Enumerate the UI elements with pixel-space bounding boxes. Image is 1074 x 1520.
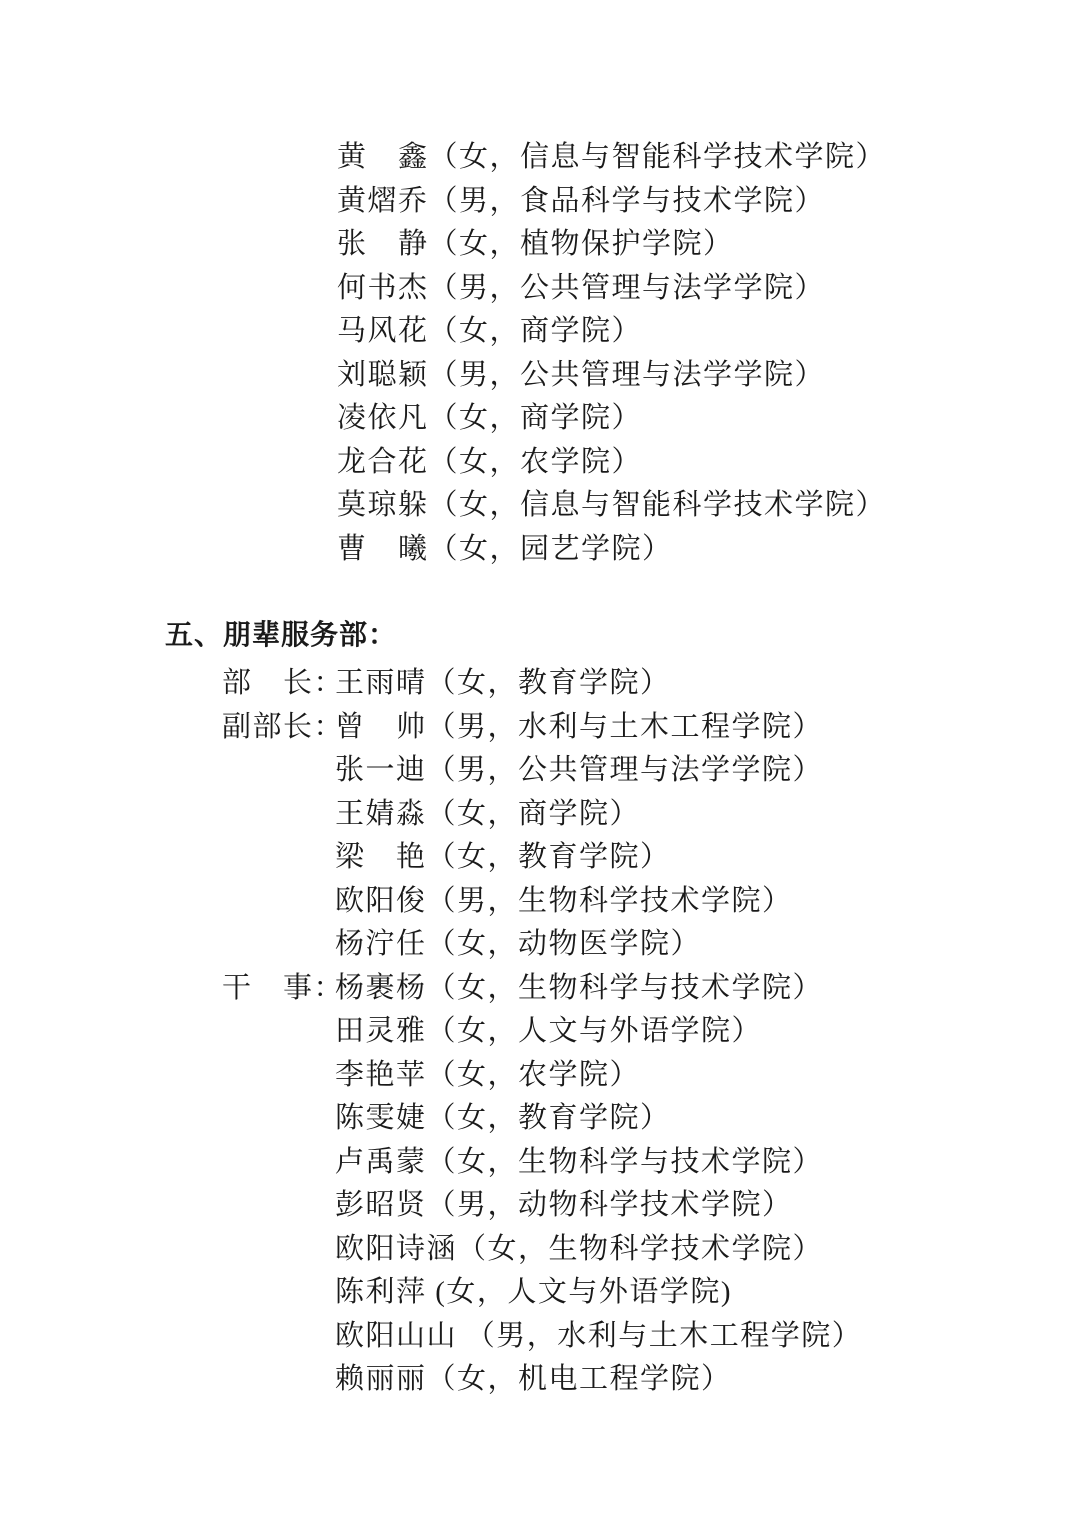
roster-line — [0, 659, 1074, 703]
member-entry: 欧阳诗涵（女，生物科学技术学院） — [335, 1232, 824, 1265]
member-entry: 黄 鑫（女，信息与智能科学技术学院） — [337, 141, 887, 174]
role-label: 副部长： — [222, 710, 345, 743]
roster-line — [0, 1312, 1074, 1356]
roster-line — [0, 746, 1074, 790]
member-entry: 张 静（女，植物保护学院） — [337, 228, 734, 261]
roster-line — [0, 1181, 1074, 1225]
previous-section-member-list — [0, 133, 1074, 568]
member-entry: 龙合花（女，农学院） — [337, 445, 643, 478]
roster-line — [0, 703, 1074, 747]
member-entry: 陈利萍 (女，人文与外语学院) — [335, 1276, 733, 1309]
roster-line — [0, 877, 1074, 921]
member-entry: 刘聪颖（男，公共管理与法学学院） — [337, 358, 826, 391]
member-entry: 张一迪（男，公共管理与法学学院） — [335, 754, 824, 787]
member-entry: 梁 艳（女，教育学院） — [335, 841, 671, 874]
member-entry: 马风花（女，商学院） — [337, 315, 643, 348]
member-entry: 卢禹蒙（女，生物科学与技术学院） — [335, 1145, 824, 1178]
member-entry: 赖丽丽（女，机电工程学院） — [335, 1363, 732, 1396]
roster-line — [0, 220, 1074, 264]
member-entry: 杨裹杨（女，生物科学与技术学院） — [335, 971, 824, 1004]
roster-line — [0, 264, 1074, 308]
roster-line — [0, 790, 1074, 834]
member-entry: 王雨晴（女，教育学院） — [335, 667, 671, 700]
roster-line — [0, 1225, 1074, 1269]
member-entry: 何书杰（男，公共管理与法学学院） — [337, 271, 826, 304]
member-entry: 莫琼躲（女，信息与智能科学技术学院） — [337, 489, 887, 522]
roster-line — [0, 525, 1074, 569]
role-label: 干 事： — [222, 971, 345, 1004]
roster-line — [0, 394, 1074, 438]
roster-line — [0, 438, 1074, 482]
section-five-roster — [0, 659, 1074, 1399]
roster-line — [0, 177, 1074, 221]
roster-line — [0, 307, 1074, 351]
roster-line — [0, 1007, 1074, 1051]
member-entry: 欧阳俊（男，生物科学技术学院） — [335, 884, 793, 917]
member-entry: 王婧淼（女，商学院） — [335, 797, 641, 830]
roster-line — [0, 1355, 1074, 1399]
member-entry: 彭昭贤（男，动物科学技术学院） — [335, 1189, 793, 1222]
roster-line — [0, 1094, 1074, 1138]
roster-line — [0, 1138, 1074, 1182]
roster-line — [0, 1051, 1074, 1095]
member-entry: 曹 曦（女，园艺学院） — [337, 532, 673, 565]
member-entry: 杨泞任（女，动物医学院） — [335, 928, 702, 961]
member-entry: 黄熠乔（男，食品科学与技术学院） — [337, 184, 826, 217]
roster-line — [0, 1268, 1074, 1312]
roster-line — [0, 351, 1074, 395]
section-heading — [0, 612, 1074, 656]
role-label: 部 长： — [222, 667, 345, 700]
member-entry: 李艳苹（女，农学院） — [335, 1058, 641, 1091]
member-entry: 陈雯婕（女，教育学院） — [335, 1102, 671, 1135]
roster-line — [0, 133, 1074, 177]
roster-line — [0, 833, 1074, 877]
roster-line — [0, 920, 1074, 964]
member-entry: 曾 帅（男，水利与土木工程学院） — [335, 710, 824, 743]
member-entry: 田灵雅（女，人文与外语学院） — [335, 1015, 763, 1048]
section-heading-text: 五、朋辈服务部： — [165, 620, 398, 652]
member-entry: 欧阳山山 （男，水利与土木工程学院） — [335, 1319, 863, 1352]
member-entry: 凌依凡（女，商学院） — [337, 402, 643, 435]
roster-line — [0, 964, 1074, 1008]
roster-line — [0, 481, 1074, 525]
